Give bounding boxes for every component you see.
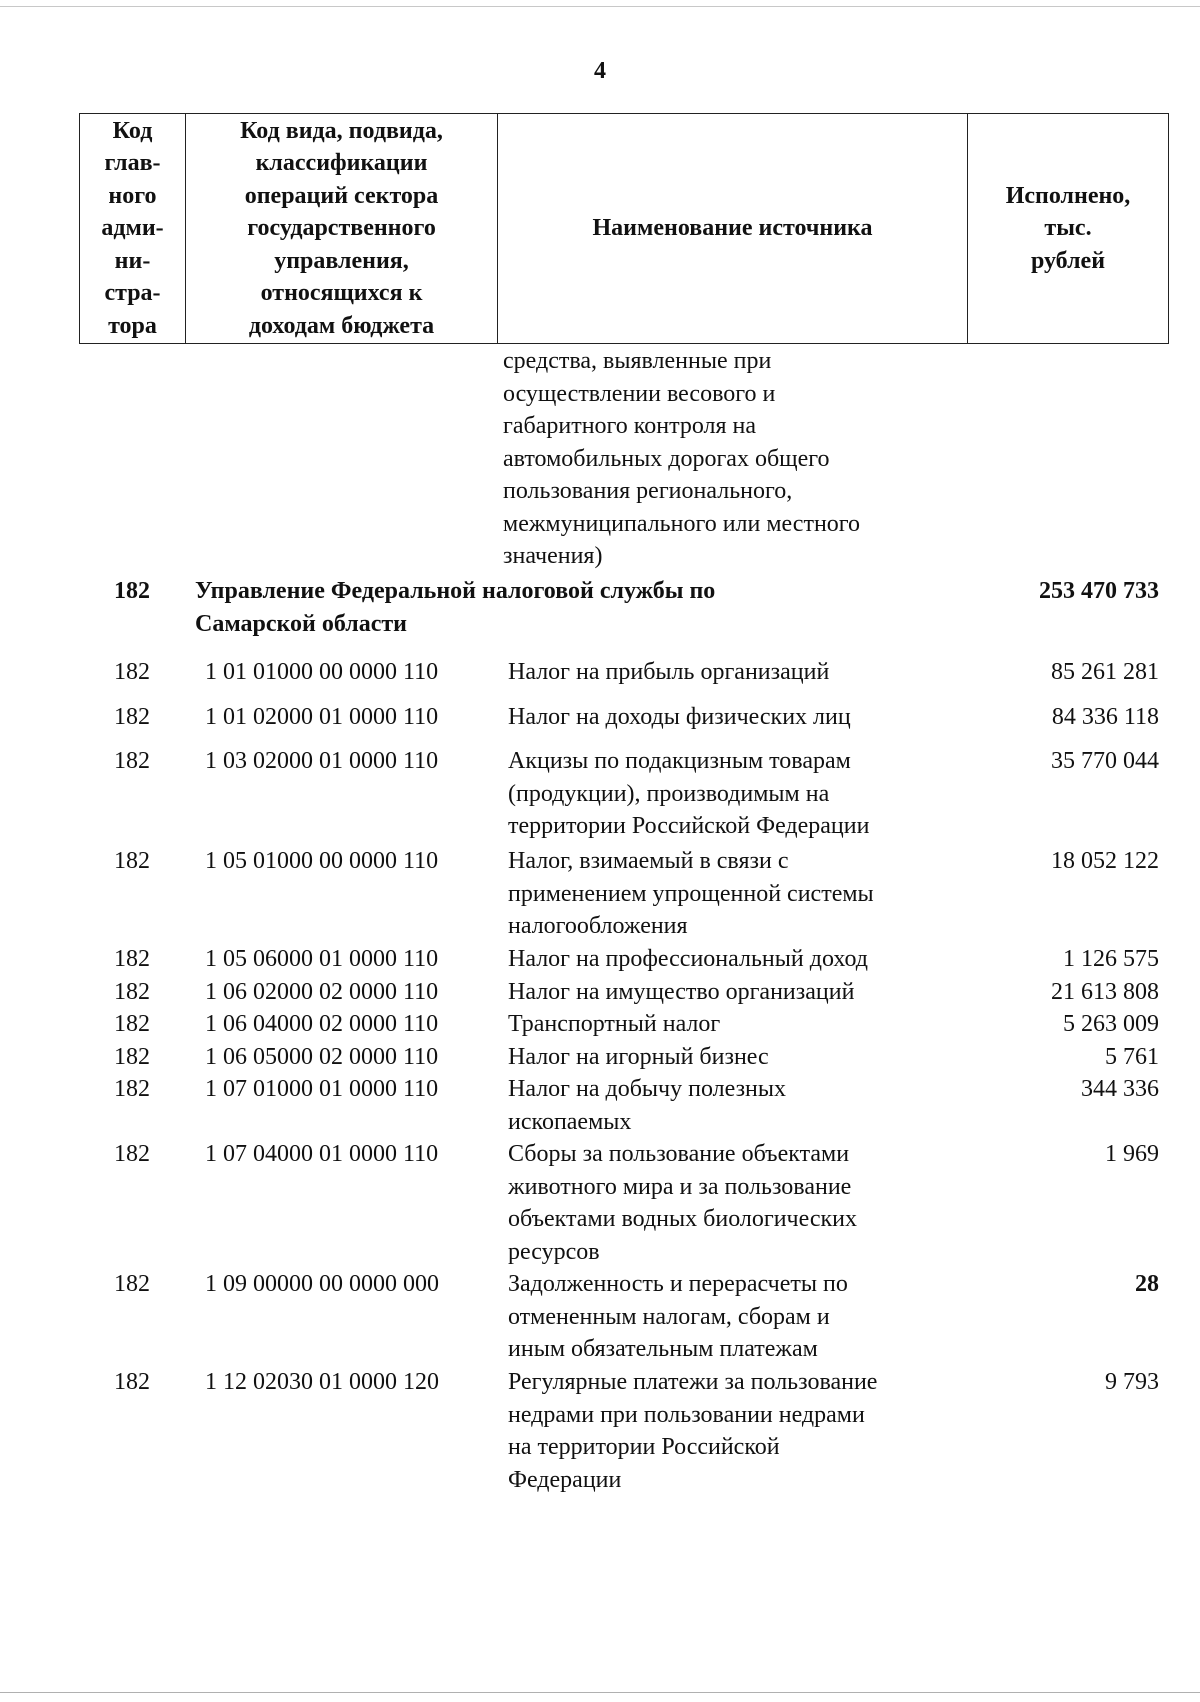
row-amount: 9 793: [1105, 1369, 1159, 1395]
row-admin-code: 182: [114, 848, 150, 874]
header-executed-amount: Исполнено, тыс. рублей: [968, 114, 1169, 344]
scan-edge-bottom: [0, 1692, 1200, 1693]
row-admin-code: 182: [114, 704, 150, 730]
row-classification-code: 1 05 01000 00 0000 110: [205, 848, 439, 874]
row-amount: 5 761: [1105, 1044, 1159, 1070]
row-amount: 85 261 281: [1051, 659, 1159, 685]
row-amount: 344 336: [1081, 1076, 1159, 1102]
administrator-total: 253 470 733: [1039, 578, 1159, 604]
header-source-name: Наименование источника: [498, 114, 968, 344]
page-number: 4: [594, 58, 606, 84]
row-admin-code: 182: [114, 1011, 150, 1037]
row-amount: 84 336 118: [1051, 704, 1159, 730]
row-source-name: Налог на прибыль организаций: [508, 659, 830, 685]
header-admin-code: Код глав- ного адми- ни- стра- тора: [80, 114, 186, 344]
row-admin-code: 182: [114, 748, 150, 774]
row-admin-code: 182: [114, 659, 150, 685]
row-source-name: Налог на игорный бизнес: [508, 1044, 769, 1070]
row-source-name: Регулярные платежи за пользование недрами при пользовании недрами на территории Российской Федерации: [508, 1369, 878, 1493]
row-admin-code: 182: [114, 1271, 150, 1297]
row-classification-code: 1 07 04000 01 0000 110: [205, 1141, 439, 1167]
header-classification-code: Код вида, подвида, классификации операций сектора государственного управления, относящихся к доходам бюджета: [186, 114, 498, 344]
row-classification-code: 1 07 01000 01 0000 110: [205, 1076, 439, 1102]
row-source-name: Налог на добычу полезных ископаемых: [508, 1076, 787, 1135]
row-classification-code: 1 06 02000 02 0000 110: [205, 979, 439, 1005]
row-classification-code: 1 01 01000 00 0000 110: [205, 659, 439, 685]
row-amount: 5 263 009: [1063, 1011, 1159, 1037]
row-source-name: Транспортный налог: [508, 1011, 721, 1037]
row-classification-code: 1 09 00000 00 0000 000: [205, 1271, 439, 1297]
row-classification-code: 1 03 02000 01 0000 110: [205, 748, 439, 774]
row-admin-code: 182: [114, 1369, 150, 1395]
row-admin-code: 182: [114, 946, 150, 972]
row-classification-code: 1 06 04000 02 0000 110: [205, 1011, 439, 1037]
row-amount: 35 770 044: [1051, 748, 1159, 774]
row-admin-code: 182: [114, 1044, 150, 1070]
row-source-name: Сборы за пользование объектами животного мира и за пользование объектами водных биологических ресурсов: [508, 1141, 858, 1265]
row-classification-code: 1 12 02030 01 0000 120: [205, 1369, 439, 1395]
row-source-name: Налог на профессиональный доход: [508, 946, 868, 972]
row-classification-code: 1 05 06000 01 0000 110: [205, 946, 439, 972]
row-source-name: Акцизы по подакцизным товарам (продукции), производимым на территории Российской Федерации: [508, 748, 870, 839]
row-admin-code: 182: [114, 1141, 150, 1167]
row-amount: 18 052 122: [1051, 848, 1159, 874]
row-amount: 28: [1135, 1271, 1159, 1297]
row-classification-code: 1 01 02000 01 0000 110: [205, 704, 439, 730]
continuation-text: средства, выявленные при осуществлении весового и габаритного контроля на автомобильных дорогах общего пользования регионального, межмуниципального или местного значения): [503, 348, 861, 569]
row-amount: 1 126 575: [1063, 946, 1159, 972]
row-admin-code: 182: [114, 1076, 150, 1102]
administrator-code: 182: [114, 578, 150, 604]
administrator-name: Управление Федеральной налоговой службы по Самарской области: [195, 578, 716, 637]
row-source-name: Налог, взимаемый в связи с применением упрощенной системы налогообложения: [508, 848, 874, 939]
row-classification-code: 1 06 05000 02 0000 110: [205, 1044, 439, 1070]
row-admin-code: 182: [114, 979, 150, 1005]
row-amount: 21 613 808: [1051, 979, 1159, 1005]
row-source-name: Задолженность и перерасчеты по отмененным налогам, сборам и иным обязательным платежам: [508, 1271, 848, 1362]
row-amount: 1 969: [1105, 1141, 1159, 1167]
row-source-name: Налог на имущество организаций: [508, 979, 855, 1005]
row-source-name: Налог на доходы физических лиц: [508, 704, 851, 730]
